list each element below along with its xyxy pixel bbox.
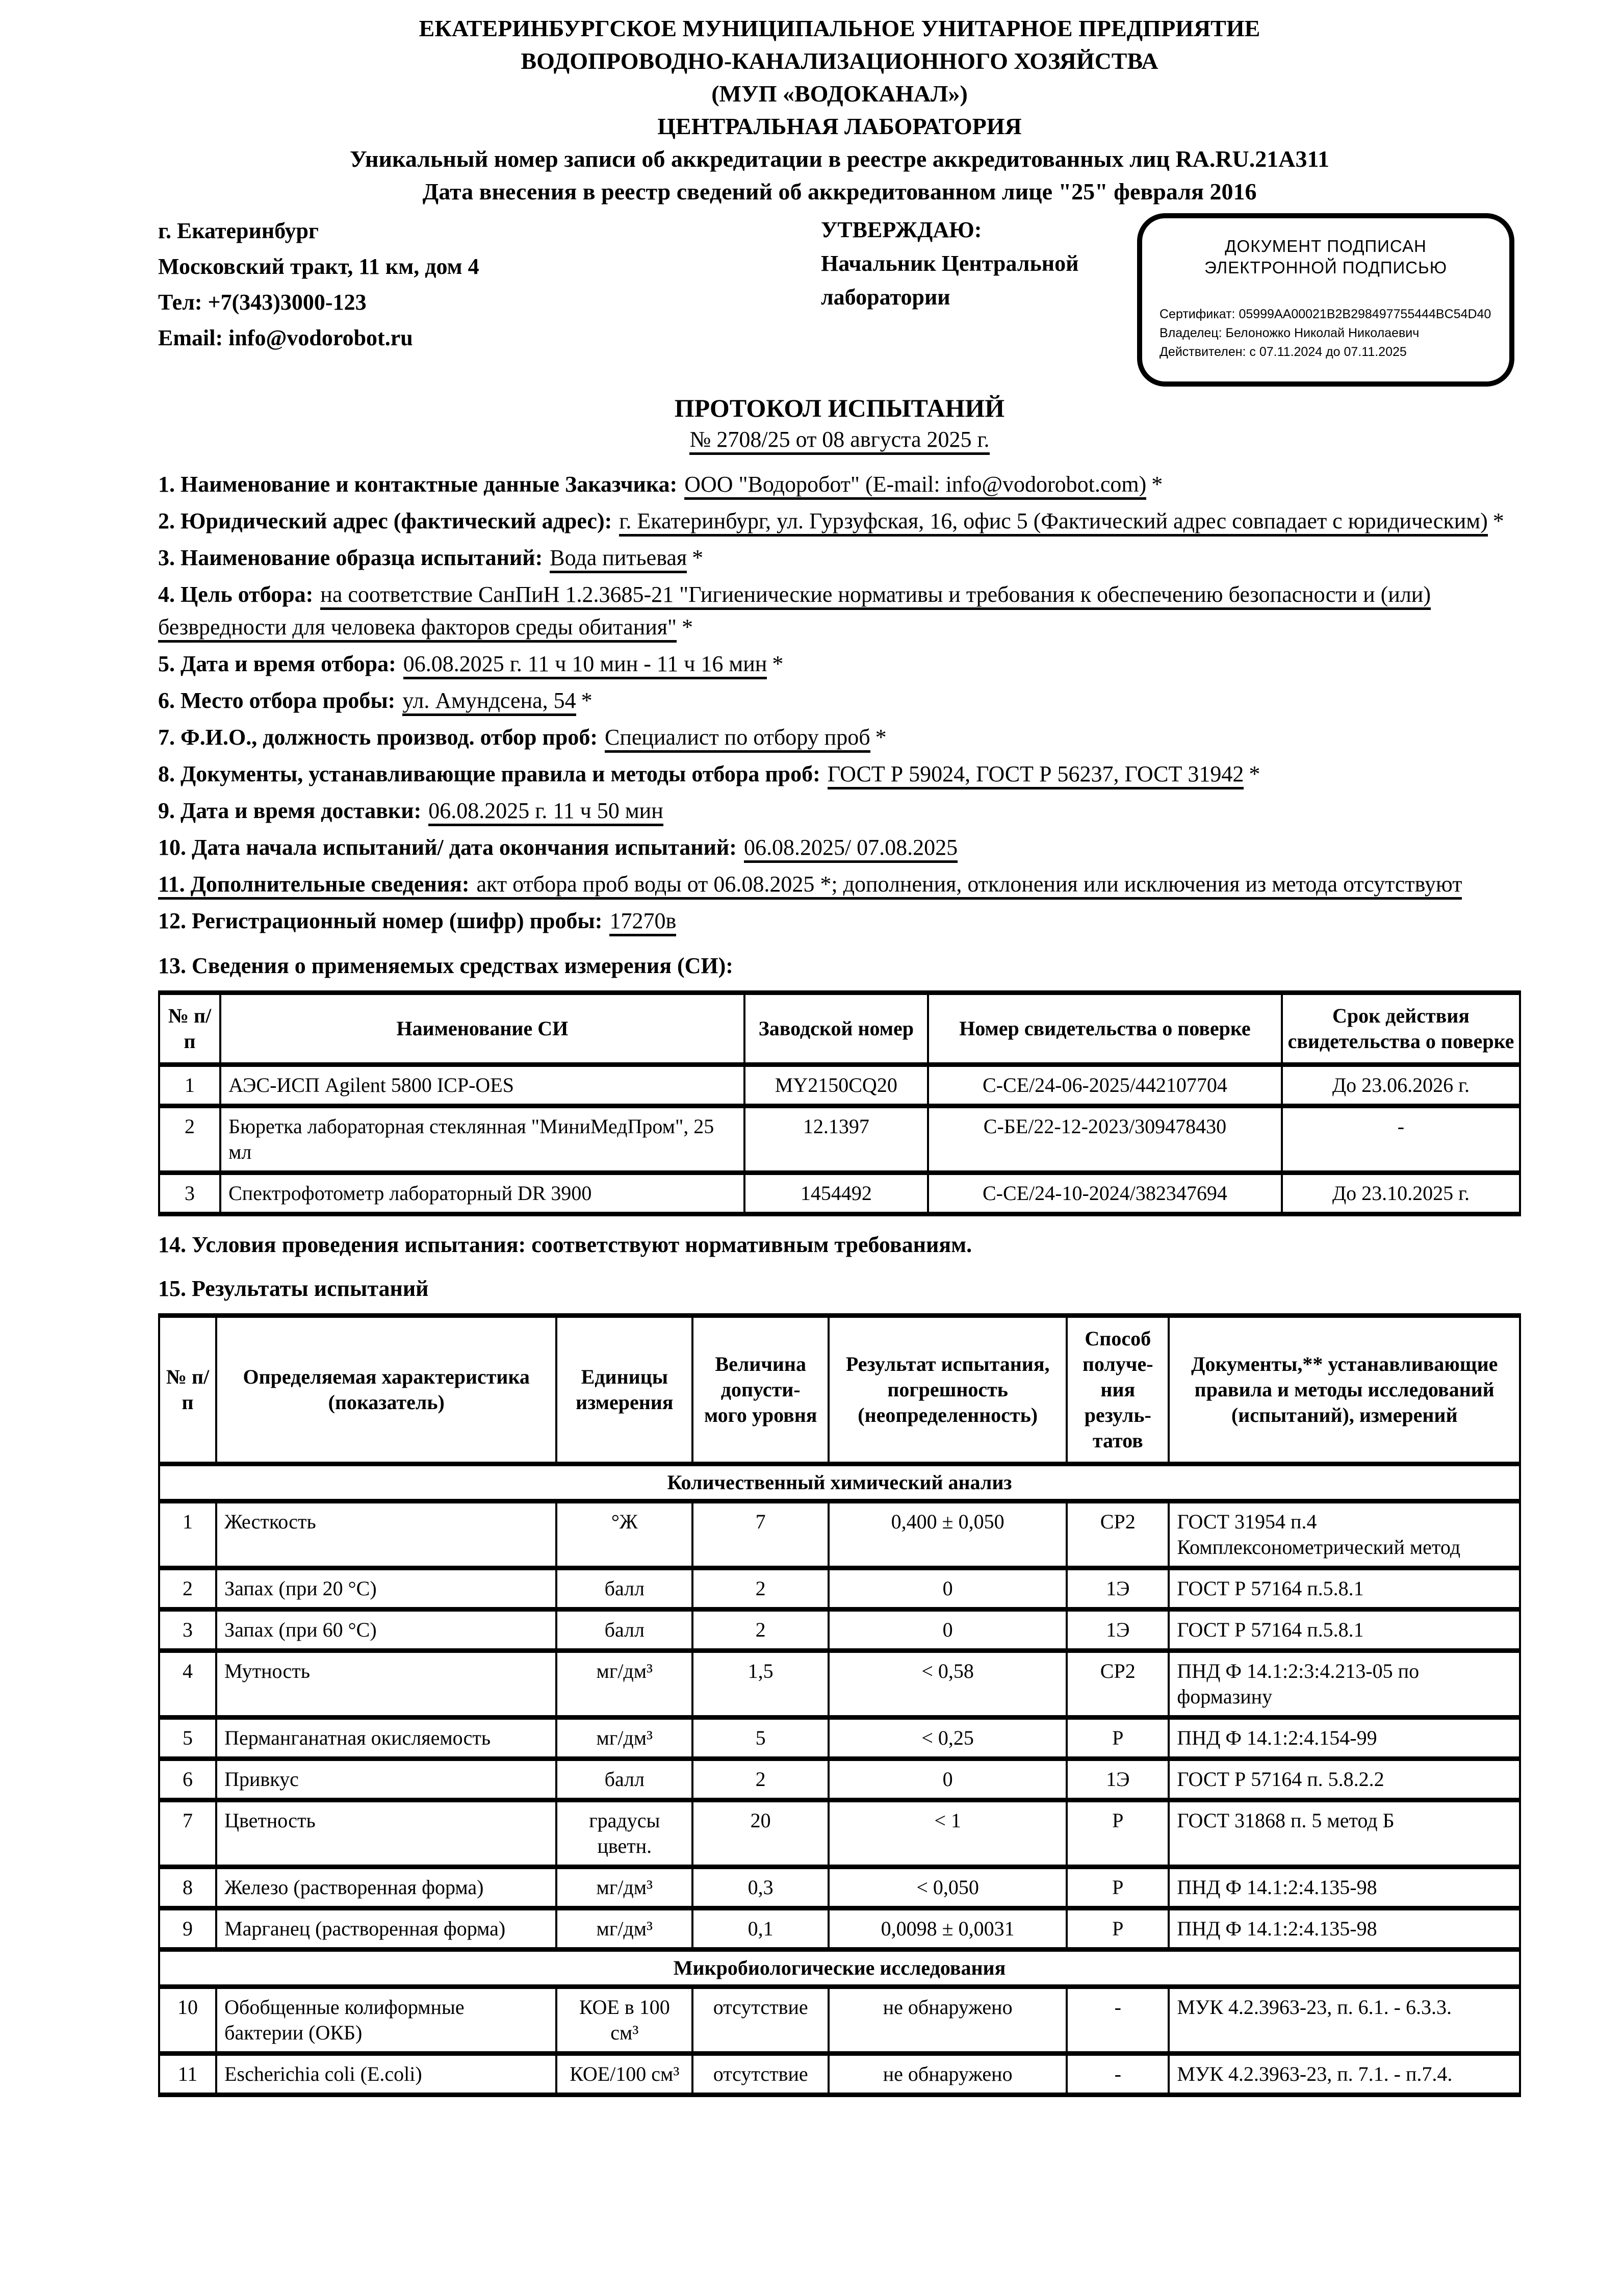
results-col-header-num: № п/п [159,1316,216,1464]
results-group-title: Количественный химический анализ [159,1464,1520,1501]
top-info-row [158,213,1521,393]
si-cell: Бюретка лабораторная стеклянная "МиниМедПром", 25 мл [220,1106,744,1173]
si-col-header-name: Наименование СИ [220,993,744,1065]
results-cell: 6 [159,1759,216,1800]
si-cell: 1454492 [744,1173,928,1214]
item-2-label: 2. Юридический адрес (фактический адрес): [158,508,612,533]
approval-title: УТВЕРЖДАЮ: [821,217,982,242]
item-5 [158,648,1521,680]
results-cell: Р [1067,1800,1169,1867]
item-1-footnote-mark: * [1151,472,1163,497]
results-cell: МУК 4.2.3963-23, п. 6.1. - 6.3.3. [1169,1987,1520,2054]
results-row [159,1501,1520,1568]
stamp-certificate: Сертификат: 05999AA00021B2B298497755444BC54D40 [1160,307,1491,321]
item-3-label: 3. Наименование образца испытаний: [158,545,543,570]
results-col-header-result: Результат испытания, погрешность (неопределенность) [829,1316,1067,1464]
results-row [159,1800,1520,1867]
si-row [159,1065,1520,1106]
si-cell: 3 [159,1173,220,1214]
results-cell: 11 [159,2054,216,2095]
item-10-label: 10. Дата начала испытаний/ дата окончания испытаний: [158,835,737,860]
results-cell: ГОСТ Р 57164 п.5.8.1 [1169,1568,1520,1610]
results-cell: ГОСТ 31868 п. 5 метод Б [1169,1800,1520,1867]
results-cell: Р [1067,1718,1169,1759]
item-10 [158,831,1521,864]
item-12 [158,905,1521,937]
org-name-line-1: ЕКАТЕРИНБУРГСКОЕ МУНИЦИПАЛЬНОЕ УНИТАРНОЕ ПРЕДПРИЯТИЕ [419,15,1260,41]
results-row [159,1987,1520,2054]
protocol-number-line [158,426,1521,453]
results-cell: Марганец (растворенная форма) [216,1908,556,1950]
results-section-title: 15. Результаты испытаний [158,1276,429,1301]
item-3-footnote-mark: * [692,545,704,570]
results-cell: 0,400 ± 0,050 [829,1501,1067,1568]
results-row [159,2054,1520,2095]
results-cell: МУК 4.2.3963-23, п. 7.1. - п.7.4. [1169,2054,1520,2095]
results-cell: - [1067,2054,1169,2095]
results-cell: 1Э [1067,1610,1169,1651]
item-7-footnote-mark: * [875,725,887,750]
results-cell: 8 [159,1867,216,1908]
item-3 [158,542,1521,574]
si-cell: С-БЕ/22-12-2023/309478430 [928,1106,1282,1173]
results-cell: Мутность [216,1651,556,1718]
results-cell: 1Э [1067,1568,1169,1610]
results-cell: Запах (при 20 °С) [216,1568,556,1610]
si-cell: С-СЕ/24-10-2024/382347694 [928,1173,1282,1214]
results-group-header [159,1464,1520,1501]
results-cell: ГОСТ Р 57164 п.5.8.1 [1169,1610,1520,1651]
si-cell: До 23.10.2025 г. [1282,1173,1520,1214]
digital-signature-stamp [1137,213,1514,387]
results-header-row [159,1316,1520,1464]
results-group-header [159,1950,1520,1987]
si-section-title: 13. Сведения о применяемых средствах измерения (СИ): [158,953,733,978]
results-table [158,1313,1521,2097]
results-col-header-units: Единицы измерения [556,1316,692,1464]
si-cell: 1 [159,1065,220,1106]
item-5-value: 06.08.2025 г. 11 ч 10 мин - 11 ч 16 мин [403,651,767,679]
si-header-row [159,993,1520,1065]
contact-address: Московский тракт, 11 км, дом 4 [158,254,479,279]
item-12-value: 17270в [609,908,676,936]
results-cell: балл [556,1759,692,1800]
si-col-header-num: № п/п [159,993,220,1065]
results-cell: КОЕ в 100 см³ [556,1987,692,2054]
results-cell: КОЕ/100 см³ [556,2054,692,2095]
accreditation-number-line: Уникальный номер записи об аккредитации в реестре аккредитованных лиц RA.RU.21А311 [350,146,1329,172]
item-12-label: 12. Регистрационный номер (шифр) пробы: [158,908,603,933]
results-cell: балл [556,1568,692,1610]
org-name-line-2: ВОДОПРОВОДНО-КАНАЛИЗАЦИОННОГО ХОЗЯЙСТВА [521,48,1158,74]
results-cell: ГОСТ Р 57164 п. 5.8.2.2 [1169,1759,1520,1800]
results-col-header-documents: Документы,** устанавливающие правила и методы исследований (испытаний), измерений [1169,1316,1520,1464]
item-4-footnote-mark: * [682,615,693,640]
item-7 [158,721,1521,754]
conditions-line: 14. Условия проведения испытания: соответствуют нормативным требованиям. [158,1232,972,1257]
results-cell: мг/дм³ [556,1867,692,1908]
results-cell: < 0,25 [829,1718,1067,1759]
results-row [159,1651,1520,1718]
stamp-details [1160,305,1492,362]
item-8-footnote-mark: * [1249,761,1260,786]
results-cell: балл [556,1610,692,1651]
item-6-label: 6. Место отбора пробы: [158,688,396,713]
si-cell: - [1282,1106,1520,1173]
results-cell: СР2 [1067,1651,1169,1718]
item-11-label: 11. Дополнительные сведения: [158,872,470,897]
results-cell: 1Э [1067,1759,1169,1800]
item-2 [158,505,1521,538]
results-cell: 0 [829,1759,1067,1800]
item-9-label: 9. Дата и время доставки: [158,798,422,823]
results-row [159,1718,1520,1759]
results-cell: 2 [692,1759,829,1800]
stamp-owner: Владелец: Белоножко Николай Николаевич [1160,326,1420,340]
results-cell: не обнаружено [829,2054,1067,2095]
results-cell: 10 [159,1987,216,2054]
si-col-header-validity: Срок действия свидетельства о поверке [1282,993,1520,1065]
protocol-number-value: № 2708/25 от 08 августа 2025 г. [689,427,989,455]
results-cell: < 0,050 [829,1867,1067,1908]
results-cell: 0 [829,1568,1067,1610]
results-cell: Р [1067,1908,1169,1950]
results-cell: 5 [159,1718,216,1759]
item-8-value: ГОСТ Р 59024, ГОСТ Р 56237, ГОСТ 31942 [828,761,1244,789]
item-1-label: 1. Наименование и контактные данные Заказчика: [158,472,678,497]
results-cell: Р [1067,1867,1169,1908]
si-col-header-serial: Заводской номер [744,993,928,1065]
si-cell: Спектрофотометр лабораторный DR 3900 [220,1173,744,1214]
results-row [159,1908,1520,1950]
si-row [159,1106,1520,1173]
results-cell: Запах (при 60 °С) [216,1610,556,1651]
results-cell: 4 [159,1651,216,1718]
results-cell: 1 [159,1501,216,1568]
approval-position: Начальник Центральной лаборатории [821,251,1079,310]
results-cell: 5 [692,1718,829,1759]
item-6-footnote-mark: * [581,688,592,713]
document-header [158,12,1521,208]
results-cell: градусы цветн. [556,1800,692,1867]
item-4 [158,578,1521,644]
contact-city: г. Екатеринбург [158,218,319,243]
item-4-value: на соответствие СанПиН 1.2.3685-21 "Гигиенические нормативы и требования к обеспечению безопасности и (или) безвредности для человека факторов среды обитания" [158,582,1431,643]
protocol-items [158,468,1521,937]
item-8-label: 8. Документы, устанавливающие правила и методы отбора проб: [158,761,820,786]
stamp-title: ДОКУМЕНТ ПОДПИСАН ЭЛЕКТРОННОЙ ПОДПИСЬЮ [1204,237,1448,277]
results-cell: Цветность [216,1800,556,1867]
results-cell: Перманганатная окисляемость [216,1718,556,1759]
item-1-value: ООО "Водоробот" (E-mail: info@vodorobot.com) [684,472,1146,500]
item-8 [158,758,1521,790]
item-1 [158,468,1521,501]
results-cell: не обнаружено [829,1987,1067,2054]
item-11 [158,868,1521,901]
results-row [159,1610,1520,1651]
item-9-value: 06.08.2025 г. 11 ч 50 мин [428,798,663,826]
item-6 [158,684,1521,717]
results-cell: Жесткость [216,1501,556,1568]
results-cell: отсутствие [692,1987,829,2054]
contact-phone: Тел: +7(343)3000-123 [158,290,367,315]
item-4-label: 4. Цель отбора: [158,582,314,607]
results-cell: < 1 [829,1800,1067,1867]
item-9 [158,795,1521,827]
item-2-footnote-mark: * [1492,508,1504,533]
item-6-value: ул. Амундсена, 54 [402,688,576,716]
results-cell: 20 [692,1800,829,1867]
contact-block [158,213,821,393]
si-col-header-certificate: Номер свидетельства о поверке [928,993,1282,1065]
stamp-validity: Действителен: с 07.11.2024 до 07.11.2025 [1160,345,1407,359]
results-col-header-method: Способ получе- ния резуль- татов [1067,1316,1169,1464]
results-cell: Escherichia coli (E.coli) [216,2054,556,2095]
results-cell: 0,3 [692,1867,829,1908]
results-cell: мг/дм³ [556,1718,692,1759]
item-11-value: акт отбора проб воды от 06.08.2025 *; дополнения, отклонения или исключения из метода отсутствуют [476,872,1462,897]
results-cell: 0 [829,1610,1067,1651]
si-cell: MY2150CQ20 [744,1065,928,1106]
results-row [159,1759,1520,1800]
results-cell: 9 [159,1908,216,1950]
results-cell: 2 [692,1568,829,1610]
results-cell: - [1067,1987,1169,2054]
accreditation-date-line: Дата внесения в реестр сведений об аккредитованном лице "25" февраля 2016 [422,178,1257,205]
item-2-value: г. Екатеринбург, ул. Гурзуфская, 16, офис 5 (Фактический адрес совпадает с юридическим) [619,508,1487,537]
results-cell: ПНД Ф 14.1:2:4.135-98 [1169,1867,1520,1908]
si-row [159,1173,1520,1214]
results-cell: ПНД Ф 14.1:2:4.135-98 [1169,1908,1520,1950]
si-cell: АЭС-ИСП Agilent 5800 ICP-OES [220,1065,744,1106]
results-cell: Привкус [216,1759,556,1800]
results-cell: ГОСТ 31954 п.4 Комплексонометрический метод [1169,1501,1520,1568]
results-col-header-characteristic: Определяемая характеристика (показатель) [216,1316,556,1464]
results-cell: 2 [692,1610,829,1651]
results-cell: отсутствие [692,2054,829,2095]
si-cell: 2 [159,1106,220,1173]
results-cell: ПНД Ф 14.1:2:4.154-99 [1169,1718,1520,1759]
results-group-title: Микробиологические исследования [159,1950,1520,1987]
results-cell: 0,0098 ± 0,0031 [829,1908,1067,1950]
item-3-value: Вода питьевая [550,545,687,573]
results-cell: мг/дм³ [556,1651,692,1718]
org-name-line-3: (МУП «ВОДОКАНАЛ») [711,81,968,107]
si-cell: До 23.06.2026 г. [1282,1065,1520,1106]
results-cell: 2 [159,1568,216,1610]
approval-block [821,213,1137,393]
protocol-title: ПРОТОКОЛ ИСПЫТАНИЙ [674,394,1005,422]
si-cell: 12.1397 [744,1106,928,1173]
item-7-label: 7. Ф.И.О., должность производ. отбор проб: [158,725,598,750]
results-cell: 3 [159,1610,216,1651]
results-cell: 0,1 [692,1908,829,1950]
org-name-line-4: ЦЕНТРАЛЬНАЯ ЛАБОРАТОРИЯ [657,113,1022,139]
measuring-instruments-table [158,990,1521,1216]
results-cell: СР2 [1067,1501,1169,1568]
results-cell: Обобщенные колиформные бактерии (ОКБ) [216,1987,556,2054]
results-row [159,1568,1520,1610]
contact-email: Email: info@vodorobot.ru [158,325,413,350]
si-cell: С-СЕ/24-06-2025/442107704 [928,1065,1282,1106]
item-7-value: Специалист по отбору проб [605,725,870,753]
results-col-header-limit: Величина допусти- мого уровня [692,1316,829,1464]
results-row [159,1867,1520,1908]
results-cell: °Ж [556,1501,692,1568]
results-cell: 1,5 [692,1651,829,1718]
results-cell: ПНД Ф 14.1:2:3:4.213-05 по формазину [1169,1651,1520,1718]
results-cell: 7 [159,1800,216,1867]
results-cell: < 0,58 [829,1651,1067,1718]
item-10-value: 06.08.2025/ 07.08.2025 [744,835,958,863]
item-5-footnote-mark: * [772,651,784,676]
results-cell: Железо (растворенная форма) [216,1867,556,1908]
results-cell: 7 [692,1501,829,1568]
results-cell: мг/дм³ [556,1908,692,1950]
item-5-label: 5. Дата и время отбора: [158,651,396,676]
